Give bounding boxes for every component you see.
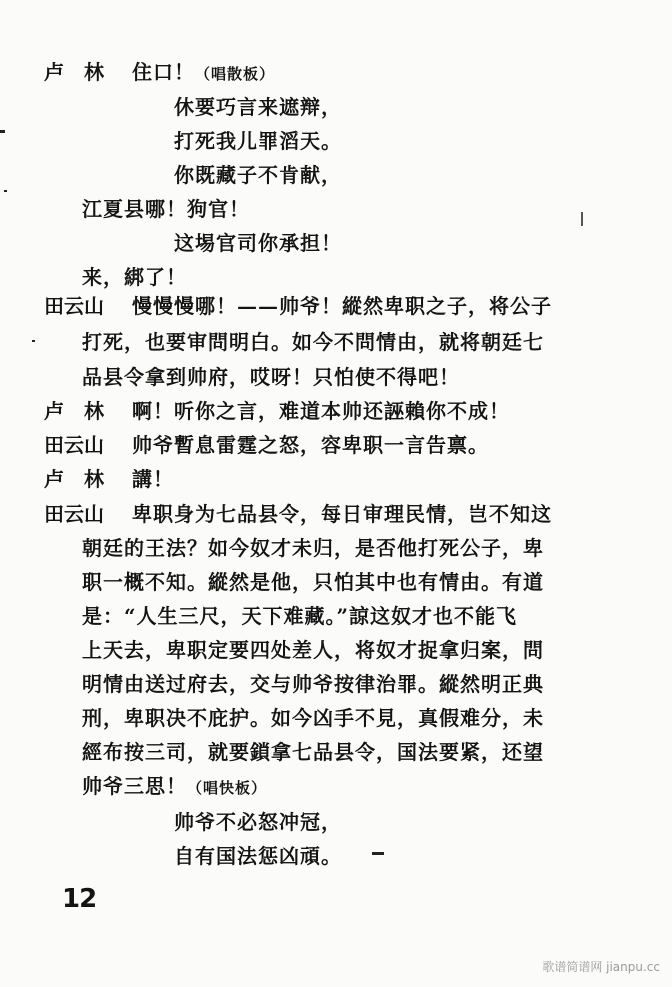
scan-speck <box>581 212 583 226</box>
scan-speck <box>372 852 384 855</box>
verse-line: 自有国法惩凶頑。 <box>174 844 342 868</box>
dialogue-line: 上天去，卑职定要四处差人，将奴才捉拿归案，問 <box>82 638 544 662</box>
dialogue-line <box>82 774 267 800</box>
dialogue-line: 卑职身为七品县令，每日审理民情，岂不知这 <box>132 502 552 526</box>
dialogue-line: 刑，卑职决不庇护。如今凶手不見，真假难分，未 <box>82 706 544 730</box>
speaker-label: 田云山 <box>44 433 104 457</box>
dialogue-line: 慢慢慢哪！——帅爷！縱然卑职之子，将公子 <box>132 294 552 318</box>
watermark: 歌谱简谱网 jianpu.cc <box>542 960 660 974</box>
verse-line: 休要巧言来遮辩， <box>174 95 342 119</box>
scan-speck <box>4 190 7 192</box>
dialogue-text: 帅爷三思！ <box>82 774 187 798</box>
verse-line: 这埸官司你承担！ <box>174 231 342 255</box>
speaker-label: 卢 林 <box>44 60 104 84</box>
dialogue-line: 明情由送过府去，交与帅爷按律治罪。縱然明正典 <box>82 672 544 696</box>
dialogue-line: 是：“人生三尺，天下难藏。”諒这奴才也不能飞 <box>82 604 518 628</box>
speaker-label: 田云山 <box>44 502 104 526</box>
dialogue-line: 經布按三司，就要鎖拿七品县令，国法要紧，还望 <box>82 740 544 764</box>
scan-speck <box>0 130 5 133</box>
dialogue-line: 帅爷暫息雷霆之怒，容卑职一言告禀。 <box>132 433 489 457</box>
verse-line: 打死我儿罪滔天。 <box>174 129 342 153</box>
dialogue-line: 講！ <box>132 467 174 491</box>
dialogue-line: 打死，也要审問明白。如今不問情由，就将朝廷七 <box>82 330 544 354</box>
speaker-label: 田云山 <box>44 294 104 318</box>
page-number: 12 <box>62 884 97 914</box>
stage-direction: （唱散板） <box>195 65 276 83</box>
speaker-label: 卢 林 <box>44 467 104 491</box>
dialogue-line: 啊！听你之言，难道本帅还誣賴你不成！ <box>132 399 510 423</box>
dialogue-line: 职一概不知。縱然是他，只怕其中也有情由。有道 <box>82 570 544 594</box>
verse-line: 帅爷不必怒冲冠， <box>174 810 342 834</box>
dialogue-line: 品县令拿到帅府，哎呀！只怕使不得吧！ <box>82 365 460 389</box>
verse-line: 江夏县哪！狗官！ <box>82 197 250 221</box>
dialogue-line: 来，綁了！ <box>82 265 187 289</box>
dialogue-line <box>132 60 275 86</box>
verse-line: 你既藏子不肯献， <box>174 163 342 187</box>
stage-direction: （唱快板） <box>187 779 268 797</box>
dialogue-line: 朝廷的王法？如今奴才未归，是否他打死公子，卑 <box>82 536 544 560</box>
dialogue-text: 住口！ <box>132 60 195 84</box>
scan-speck <box>32 340 35 342</box>
speaker-label: 卢 林 <box>44 399 104 423</box>
